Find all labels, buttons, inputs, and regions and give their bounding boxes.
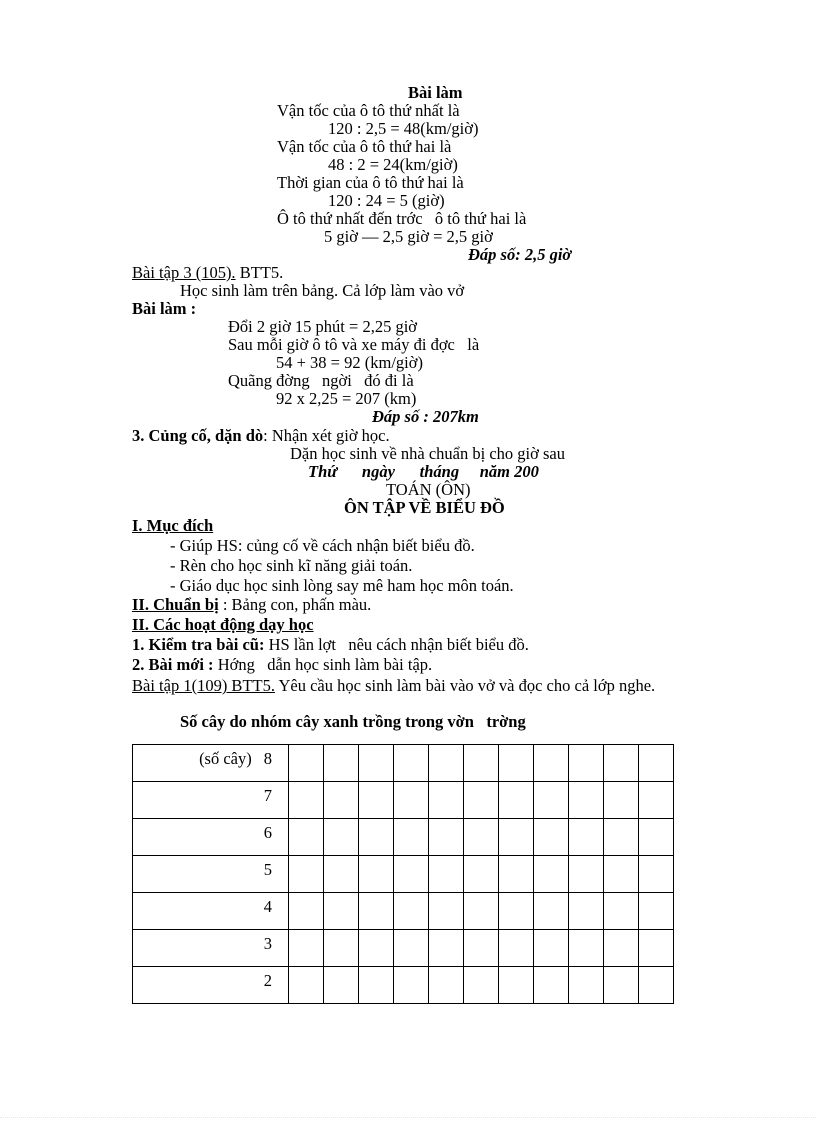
solution1-title: Bài làm	[408, 83, 463, 102]
chart-cell	[324, 819, 359, 856]
chart-cell	[289, 893, 324, 930]
chart-cell	[499, 930, 534, 967]
chart-cell	[499, 967, 534, 1004]
exercise3-line: Quãng đờng ngời đó đi là	[228, 371, 414, 390]
chart-cell	[464, 745, 499, 782]
chart-cell	[534, 745, 569, 782]
exercise3-line: Sau mỗi giờ ô tô và xe máy đi đợc là	[228, 335, 480, 354]
solution1-line: 120 : 24 = 5 (giờ)	[328, 191, 445, 210]
chart-cell	[429, 819, 464, 856]
consolidation-label: 3. Củng cố, dặn dò	[132, 426, 264, 445]
y-axis-label-cell	[133, 856, 289, 893]
chart-cell	[569, 967, 604, 1004]
purpose-heading: I. Mục đích	[132, 516, 214, 535]
new-label: 2. Bài mới :	[132, 655, 214, 674]
ex1-line	[132, 677, 655, 695]
solution1-line: 48 : 2 = 24(km/giờ)	[328, 155, 458, 174]
chart-cell	[534, 856, 569, 893]
activities-heading: II. Các hoạt động dạy học	[132, 615, 314, 634]
chart-title: Số cây do nhóm cây xanh trồng trong vờn trờng	[180, 712, 526, 731]
chart-cell	[464, 893, 499, 930]
chart-cell	[604, 856, 639, 893]
ex1-text: Yêu cầu học sinh làm bài vào vở và đọc cho cả lớp nghe.	[274, 676, 656, 695]
chart-cell	[569, 782, 604, 819]
y-axis-label-cell	[133, 819, 289, 856]
y-axis-label-cell	[133, 745, 289, 782]
chart-cell	[429, 930, 464, 967]
chart-cell	[464, 930, 499, 967]
solution1-line: Vận tốc của ô tô thứ hai là	[277, 137, 452, 156]
y-tick-label: 7	[263, 786, 272, 805]
prep-heading: II. Chuẩn bị	[132, 595, 219, 614]
chart-cell	[324, 745, 359, 782]
check-text: HS lần lợt nêu cách nhận biết biểu đồ.	[264, 635, 529, 654]
chart-cell	[604, 819, 639, 856]
chart-cell	[429, 745, 464, 782]
y-tick-label: 8	[263, 749, 272, 768]
chart-cell	[569, 819, 604, 856]
new-line	[132, 656, 432, 674]
solution1-line: Thời gian của ô tô thứ hai là	[277, 173, 464, 192]
chart-row	[133, 893, 674, 930]
chart-cell	[604, 893, 639, 930]
chart-cell	[464, 782, 499, 819]
y-tick-label: 4	[263, 897, 272, 916]
check-line	[132, 636, 529, 654]
chart-cell	[289, 967, 324, 1004]
y-tick-label: 6	[263, 823, 272, 842]
chart-row	[133, 782, 674, 819]
chart-cell	[534, 930, 569, 967]
chart-cell	[499, 893, 534, 930]
chart-cell	[359, 930, 394, 967]
chart-cell	[429, 893, 464, 930]
chart-cell	[639, 819, 674, 856]
chart-cell	[289, 856, 324, 893]
chart-row	[133, 930, 674, 967]
consolidation-line	[132, 427, 390, 445]
chart-cell	[359, 967, 394, 1004]
chart-row	[133, 819, 674, 856]
chart-row	[133, 967, 674, 1004]
chart-cell	[359, 893, 394, 930]
chart-cell	[499, 782, 534, 819]
chart-cell	[639, 930, 674, 967]
y-tick-label: 3	[263, 934, 272, 953]
exercise3-heading-label: Bài tập 3 (105).	[132, 263, 236, 282]
chart-cell	[639, 893, 674, 930]
chart-cell	[394, 856, 429, 893]
chart-cell	[324, 893, 359, 930]
chart-cell	[394, 819, 429, 856]
solution1-line: Ô tô thứ nhất đến trớc ô tô thứ hai là	[277, 209, 527, 228]
chart-cell	[394, 967, 429, 1004]
new-text: Hớng dẫn học sinh làm bài tập.	[213, 655, 433, 674]
chart-cell	[534, 967, 569, 1004]
chart-cell	[464, 856, 499, 893]
date-line: Thứ ngày tháng năm 200	[308, 462, 539, 481]
chart-cell	[464, 967, 499, 1004]
chart-cell	[394, 893, 429, 930]
chart-cell	[394, 930, 429, 967]
chart-cell	[359, 819, 394, 856]
exercise3-line: 92 x 2,25 = 207 (km)	[276, 389, 417, 408]
chart-cell	[324, 856, 359, 893]
purpose-item: - Rèn cho học sinh kĩ năng giải toán.	[170, 556, 413, 575]
subject-title: TOÁN (ÔN)	[386, 480, 471, 499]
chart-cell	[429, 782, 464, 819]
chart-cell	[569, 856, 604, 893]
chart-cell	[324, 930, 359, 967]
chart-cell	[464, 819, 499, 856]
chart-cell	[394, 745, 429, 782]
y-tick-label: 2	[263, 971, 272, 990]
y-tick-label: 5	[263, 860, 272, 879]
chart-cell	[604, 745, 639, 782]
chart-cell	[429, 967, 464, 1004]
chart-cell	[534, 819, 569, 856]
exercise3-answer: Đáp số : 207km	[372, 407, 479, 426]
prep-line	[132, 596, 371, 614]
exercise3-heading-suffix: BTT5.	[235, 263, 284, 282]
lesson-title: ÔN TẬP VỀ BIỂU ĐỒ	[344, 498, 505, 517]
purpose-item: - Giáo dục học sinh lòng say mê ham học môn toán.	[170, 576, 514, 595]
page-edge-divider	[0, 1117, 816, 1118]
y-axis-label-cell	[133, 893, 289, 930]
exercise3-line: 54 + 38 = 92 (km/giờ)	[276, 353, 423, 372]
chart-cell	[639, 967, 674, 1004]
chart-cell	[359, 782, 394, 819]
chart-cell	[604, 967, 639, 1004]
chart-cell	[534, 782, 569, 819]
chart-cell	[569, 893, 604, 930]
chart-cell	[359, 745, 394, 782]
chart-cell	[499, 819, 534, 856]
prep-text: : Bảng con, phấn màu.	[218, 595, 372, 614]
chart-grid	[132, 744, 674, 1004]
y-axis-label-cell	[133, 967, 289, 1004]
y-axis-label-cell	[133, 782, 289, 819]
chart-cell	[639, 745, 674, 782]
consolidation-text2: Dặn học sinh về nhà chuẩn bị cho giờ sau	[290, 444, 565, 463]
chart-cell	[289, 745, 324, 782]
solution1-line: 120 : 2,5 = 48(km/giờ)	[328, 119, 479, 138]
solution1-line: Vận tốc của ô tô thứ nhất là	[277, 101, 460, 120]
exercise3-solution-title: Bài làm :	[132, 299, 197, 318]
chart-cell	[359, 856, 394, 893]
chart-row	[133, 745, 674, 782]
exercise3-heading	[132, 264, 283, 282]
chart-cell	[289, 819, 324, 856]
check-label: 1. Kiểm tra bài cũ:	[132, 635, 265, 654]
y-axis-label-cell	[133, 930, 289, 967]
exercise3-instruction: Học sinh làm trên bảng. Cả lớp làm vào vở	[180, 281, 465, 300]
chart-cell	[324, 782, 359, 819]
chart-cell	[324, 967, 359, 1004]
chart-cell	[499, 856, 534, 893]
chart-cell	[604, 782, 639, 819]
ex1-heading: Bài tập 1(109) BTT5.	[132, 676, 275, 695]
exercise3-line: Đổi 2 giờ 15 phút = 2,25 giờ	[228, 317, 418, 336]
chart-cell	[429, 856, 464, 893]
chart-cell	[569, 745, 604, 782]
chart-cell	[639, 782, 674, 819]
solution1-line: 5 giờ — 2,5 giờ = 2,5 giờ	[324, 227, 493, 246]
solution1-answer: Đáp số: 2,5 giờ	[468, 245, 572, 264]
chart-cell	[499, 745, 534, 782]
chart-cell	[569, 930, 604, 967]
chart-cell	[639, 856, 674, 893]
y-axis-unit: (số cây)	[199, 749, 252, 768]
chart-cell	[604, 930, 639, 967]
chart-cell	[534, 893, 569, 930]
purpose-item: - Giúp HS: củng cố về cách nhận biết biểu đồ.	[170, 536, 475, 555]
consolidation-text: : Nhận xét giờ học.	[263, 426, 390, 445]
chart-cell	[394, 782, 429, 819]
chart-row	[133, 856, 674, 893]
chart-cell	[289, 930, 324, 967]
chart-cell	[289, 782, 324, 819]
